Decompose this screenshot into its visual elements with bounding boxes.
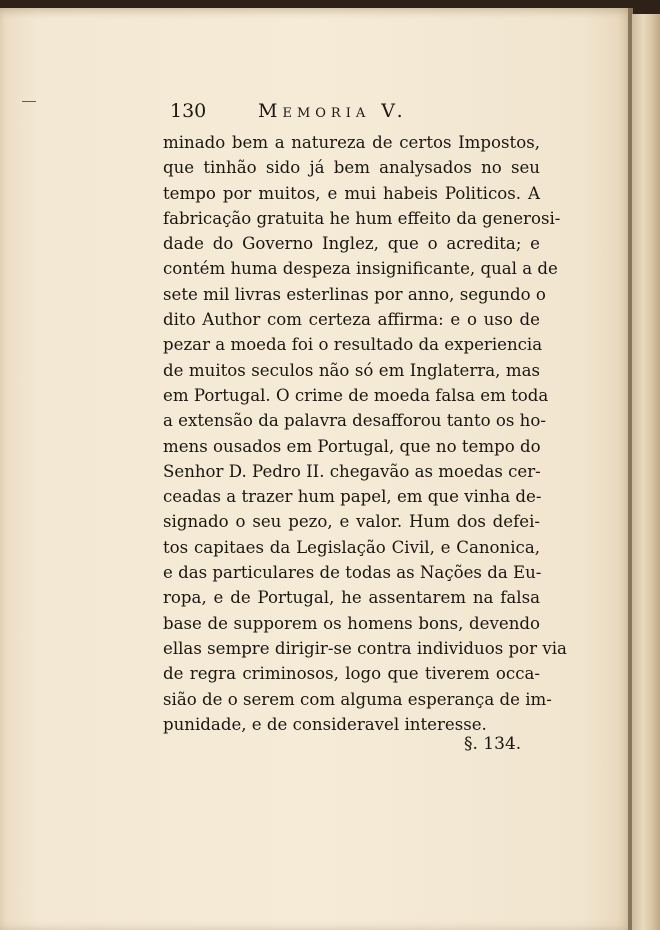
text-line: de muitos seculos não só em Inglaterra, mas: [163, 360, 540, 380]
text-line: punidade, e de consideravel interesse.: [163, 714, 487, 734]
text-line: em Portugal. O crime de moeda falsa em toda: [163, 385, 549, 405]
text-line: minado bem a natureza de certos Impostos,: [163, 133, 540, 152]
page-number: 130: [170, 100, 207, 122]
text-line: que tinhão sido já bem analysados no seu: [163, 158, 540, 178]
body-text: [163, 130, 567, 737]
text-line: dito Author com certeza affirma: e o uso de: [163, 310, 540, 330]
text-line: a extensão da palavra desafforou tanto os ho-: [163, 411, 546, 431]
text-line: mens ousados em Portugal, que no tempo do: [163, 436, 541, 456]
text-line: pezar a moeda foi o resultado da experiencia: [163, 335, 543, 355]
margin-mark: [22, 101, 36, 102]
running-head: Memoria V.: [258, 100, 408, 122]
text-line: dade do Governo Inglez, que o acredita; e: [163, 234, 540, 254]
text-line: sião de o serem com alguma esperança de im-: [163, 689, 552, 709]
text-line: de regra criminosos, logo que tiverem occa-: [163, 664, 540, 684]
page-header: [170, 100, 540, 126]
text-line: ceadas a trazer hum papel, em que vinha de-: [163, 487, 542, 507]
page-stack-edge: [632, 14, 660, 930]
text-line: sete mil livras esterlinas por anno, segundo o: [163, 284, 546, 304]
text-line: ellas sempre dirigir-se contra individuos por via: [163, 638, 567, 658]
text-line: tos capitaes da Legislação Civil, e Canonica,: [163, 537, 540, 557]
text-line: ropa, e de Portugal, he assentarem na falsa: [163, 588, 540, 608]
text-line: tempo por muitos, e mui habeis Politicos. A: [163, 183, 540, 203]
text-line: contém huma despeza insignificante, qual a de: [163, 259, 558, 279]
text-line: e das particulares de todas as Nações da Eu-: [163, 563, 542, 583]
text-line: base de supporem os homens bons, devendo: [163, 613, 540, 633]
text-line: signado o seu pezo, e valor. Hum dos defei-: [163, 512, 540, 532]
text-line: Senhor D. Pedro II. chegavão as moedas cer-: [163, 461, 541, 481]
catchword: §. 134.: [464, 734, 522, 754]
text-line: fabricação gratuita he hum effeito da generosi-: [163, 208, 561, 228]
